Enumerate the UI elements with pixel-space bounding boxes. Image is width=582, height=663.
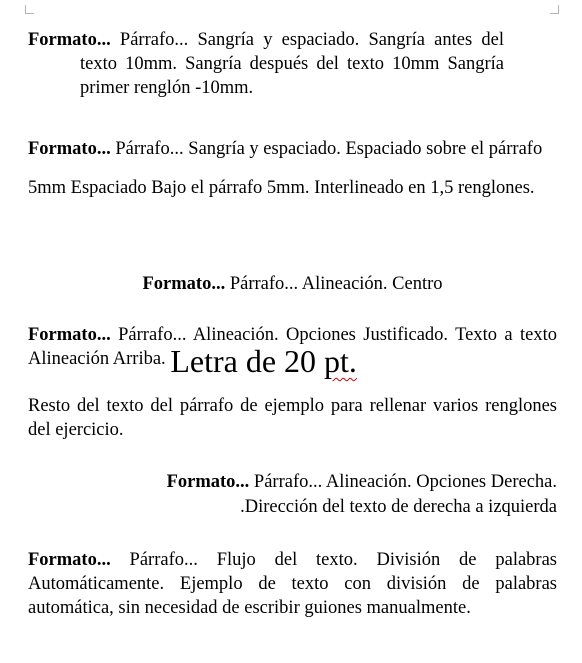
paragraph-filler-text[interactable] <box>28 394 557 442</box>
paragraph-text: Párrafo... Sangría y espaciado. Sangría antes del texto 10mm. Sangría después del texto 10mm Sangría primer renglón -10mm. <box>80 30 504 98</box>
paragraph-text-line2: .Dirección del texto de derecha a izquierda <box>240 497 557 517</box>
paragraph-hyphenation-example[interactable] <box>28 548 557 620</box>
spellcheck-underlined-word: pt. <box>324 343 357 379</box>
paragraph-bold-lead: Formato... <box>142 274 226 294</box>
paragraph-center-example[interactable] <box>28 272 557 296</box>
margin-corner-mark-right <box>550 5 559 14</box>
paragraph-text: Párrafo... Alineación. Opciones Derecha. <box>249 472 557 492</box>
paragraph-text: Párrafo... Flujo del texto. División de palabras Automáticamente. Ejemplo de texto con división de palabras automática, sin necesidad de escribir guiones manualmente. <box>28 550 557 618</box>
paragraph-spacing-example[interactable] <box>28 130 557 207</box>
paragraph-bold-lead: Formato... <box>28 139 111 159</box>
paragraph-bold-lead: Formato... <box>28 550 111 570</box>
paragraph-justify-example[interactable] <box>28 323 557 379</box>
paragraph-indent-example[interactable] <box>28 28 557 100</box>
paragraph-text: Párrafo... Alineación. Centro <box>225 274 443 294</box>
large-font-text <box>170 343 357 379</box>
large-font-text-a: Letra de 20 <box>170 343 325 379</box>
paragraph-text: Párrafo... Alineación. Opciones Justificado. Texto a texto Alineación Arriba. <box>28 325 557 369</box>
paragraph-bold-lead: Formato... <box>166 472 250 492</box>
paragraph-text: Párrafo... Sangría y espaciado. Espaciado sobre el párrafo 5mm Espaciado Bajo el párrafo 5mm. Interlineado en 1,5 renglones. <box>28 139 543 198</box>
paragraph-bold-lead: Formato... <box>28 30 111 50</box>
paragraph-text: Resto del texto del párrafo de ejemplo para rellenar varios renglones del ejercicio. <box>28 396 557 440</box>
paragraph-bold-lead: Formato... <box>28 325 111 345</box>
paragraph-right-align-example[interactable] <box>28 470 557 520</box>
margin-corner-mark-left <box>25 5 34 14</box>
